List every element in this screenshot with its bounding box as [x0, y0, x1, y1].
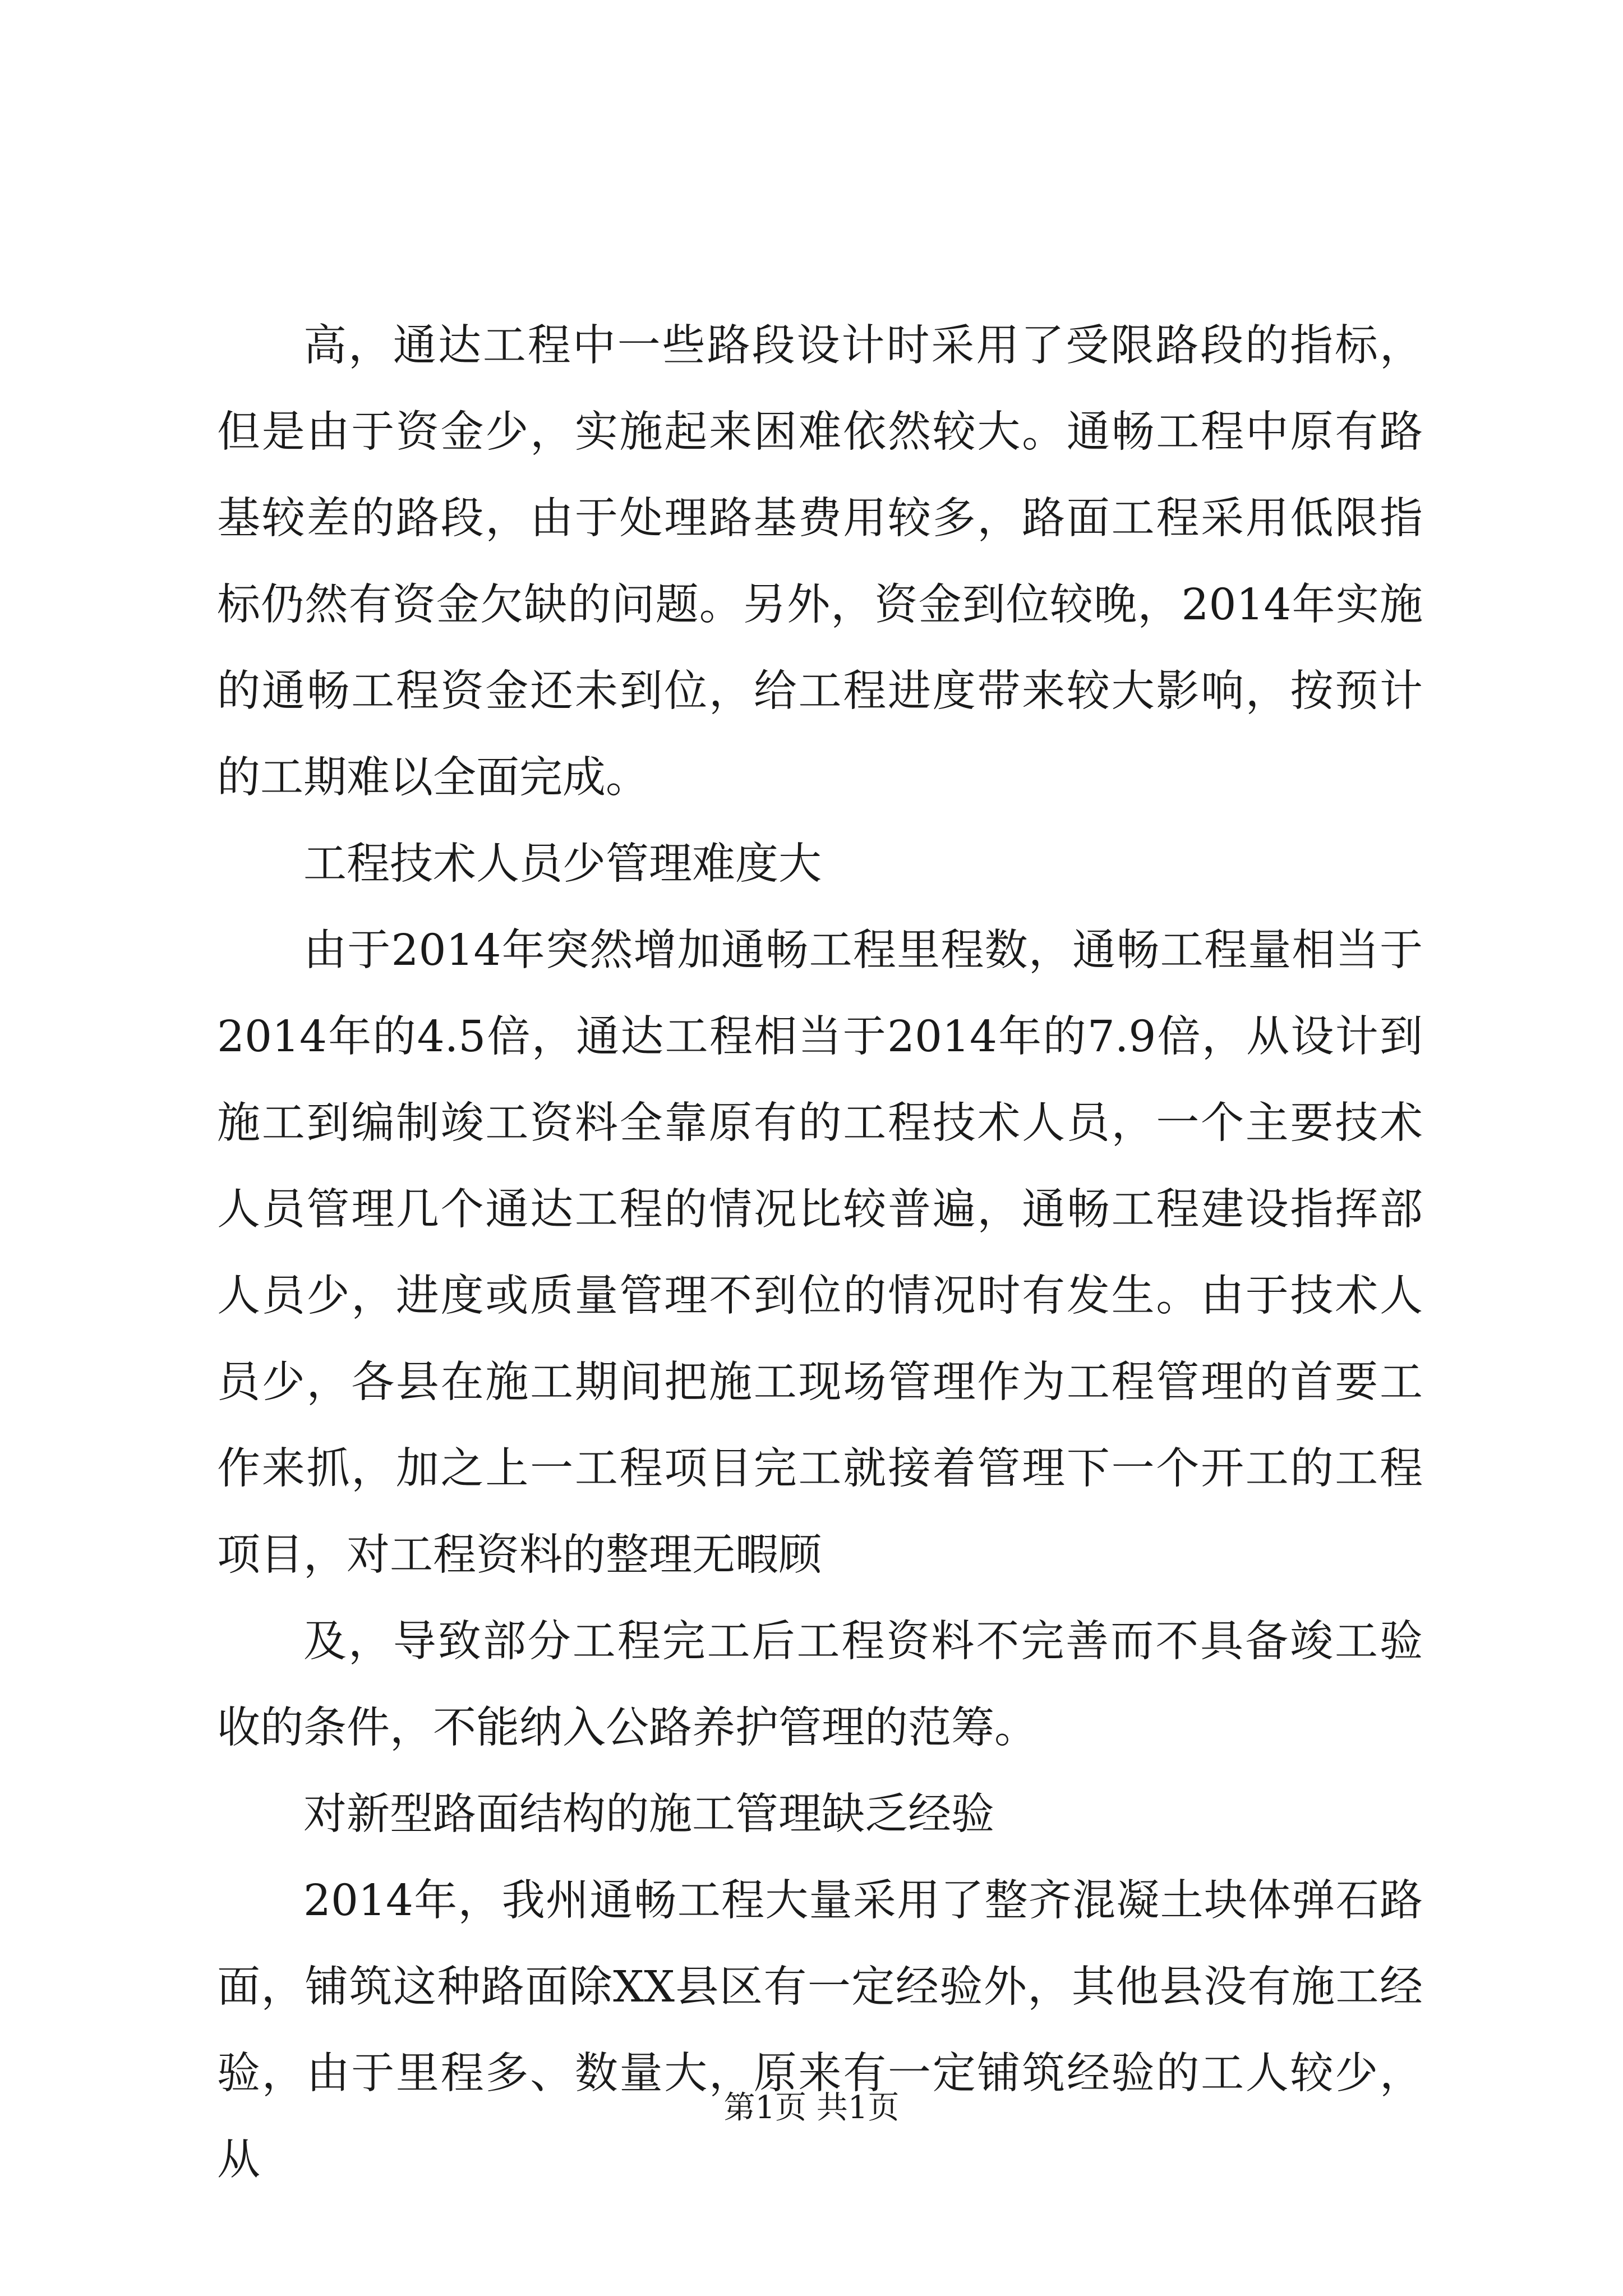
page-number-label: 第1页 共1页 — [723, 2090, 900, 2126]
document-body — [217, 303, 1423, 2203]
paragraph-technical-staff: 由于2014年突然增加通畅工程里程数，通畅工程量相当于2014年的4.5倍，通达工程相当于2014年的7.9倍，从设计到施工到编制竣工资料全靠原有的工程技术人员，一个主要技术人员管理几个通达工程的情况比较普遍，通畅工程建设指挥部人员少，进度或质量管理不到位的情况时有发生。由于技术人员少，各县在施工期间把施工现场管理作为工程管理的首要工作来抓，加之上一工程项目完工就接着管理下一个开工的工程项目，对工程资料的整理无暇顾 — [217, 926, 1423, 1580]
page-footer — [0, 2086, 1623, 2131]
paragraph-new-pavement: 2014年，我州通畅工程大量采用了整齐混凝土块体弹石路面，铺筑这种路面除XX县区有一定经验外，其他县没有施工经验，由于里程多、数量大，原来有一定铺筑经验的工人较少，从 — [217, 1876, 1423, 2185]
paragraph-completion-records: 及，导致部分工程完工后工程资料不完善而不具备竣工验收的条件，不能纳入公路养护管理的范筹。 — [217, 1617, 1423, 1753]
heading-technical-staff: 工程技术人员少管理难度大 — [303, 839, 822, 889]
heading-new-pavement: 对新型路面结构的施工管理缺乏经验 — [303, 1789, 994, 1839]
paragraph-funding-issues: 高，通达工程中一些路段设计时采用了受限路段的指标，但是由于资金少，实施起来困难依然较大。通畅工程中原有路基较差的路段，由于处理路基费用较多，路面工程采用低限指标仍然有资金欠缺的问题。另外，资金到位较晚，2014年实施的通畅工程资金还未到位，给工程进度带来较大影响，按预计的工期难以全面完成。 — [217, 321, 1423, 803]
